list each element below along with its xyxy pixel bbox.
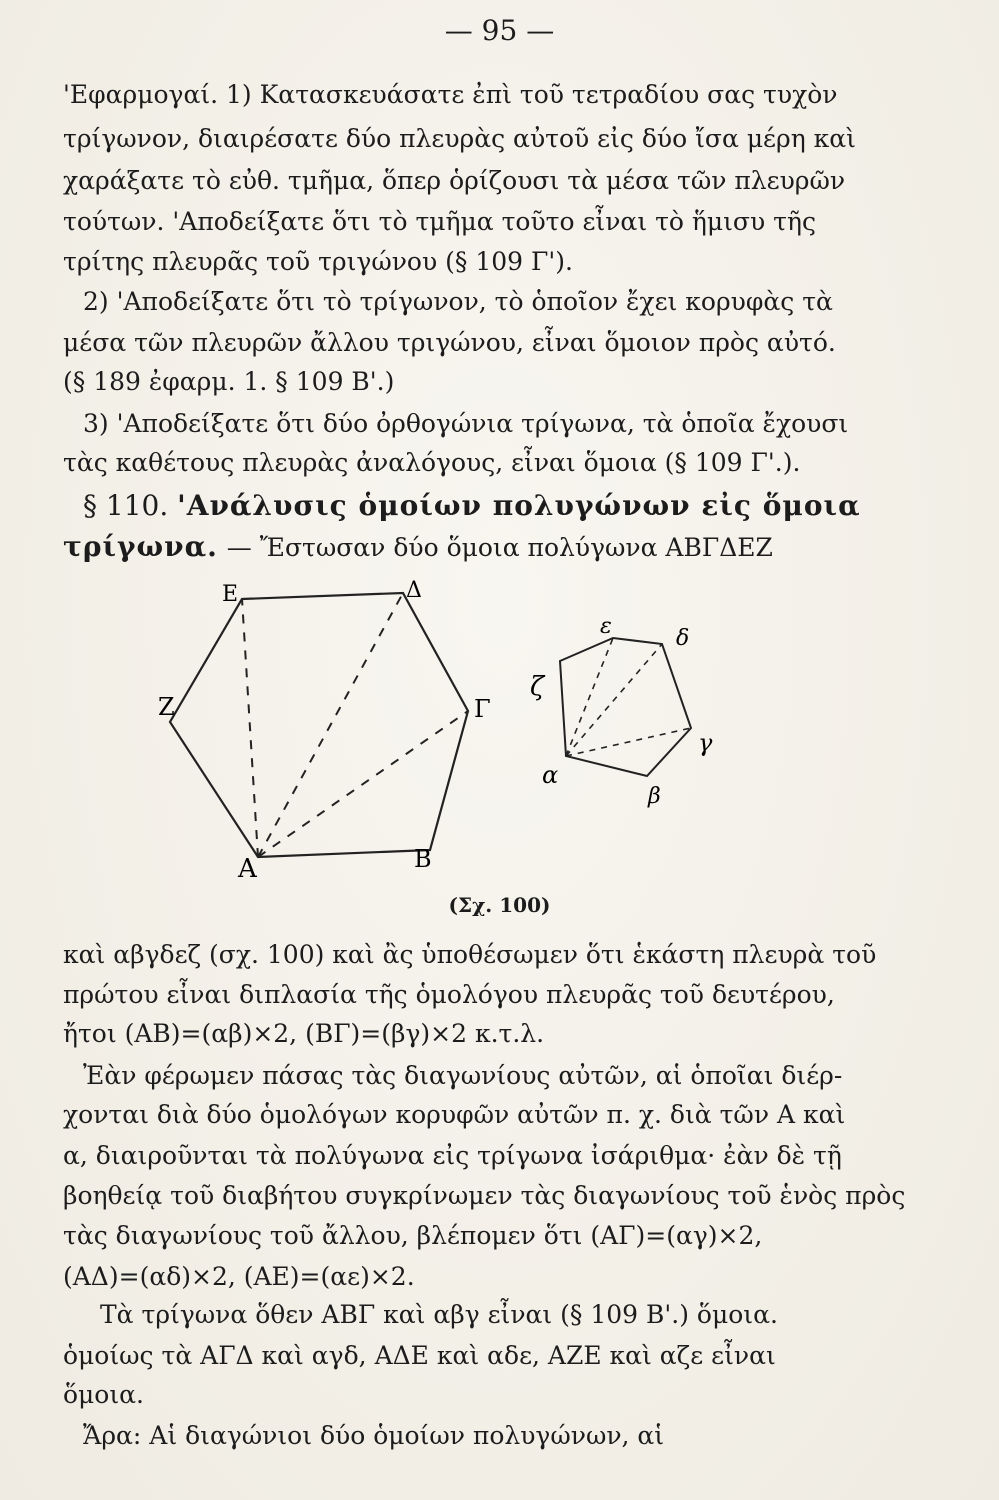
label-d: δ xyxy=(676,626,690,651)
label-a: α xyxy=(542,761,559,789)
page-number: — 95 — xyxy=(444,14,555,47)
figure-caption: (Σχ. 100) xyxy=(448,893,551,917)
text-line: χαράξατε τὸ εὐθ. τμῆμα, ὅπερ ὁρίζουσι τὰ μέσα τῶν πλευρῶν xyxy=(63,166,846,195)
text-line: πρώτου εἶναι διπλασία τῆς ὁμολόγου πλευρᾶς τοῦ δευτέρου, xyxy=(63,980,835,1009)
diagonal-ad xyxy=(566,644,662,756)
text-line: 2) 'Αποδείξατε ὅτι τὸ τρίγωνον, τὸ ὁποῖον ἔχει κορυφὰς τὰ xyxy=(83,287,833,316)
section-heading-cont xyxy=(63,530,853,563)
text-line: (ΑΔ)=(αδ)×2, (ΑΕ)=(αε)×2. xyxy=(63,1262,415,1291)
text-line: τὰς διαγωνίους τοῦ ἄλλου, βλέπομεν ὅτι (ΑΓ)=(αγ)×2, xyxy=(63,1221,763,1250)
label-B: Β xyxy=(414,845,432,873)
section-title: 'Ανάλυσις ὁμοίων πολυγώνων εἰς ὅμοια xyxy=(177,489,861,522)
text-line: τρίγωνον, διαιρέσατε δύο πλευρὰς αὐτοῦ εἰς δύο ἴσα μέρη καὶ xyxy=(63,124,856,153)
text-line: Ἄρα: Αἱ διαγώνιοι δύο ὁμοίων πολυγώνων, αἱ xyxy=(83,1421,665,1450)
text-line: Τὰ τρίγωνα ὅθεν ΑΒΓ καὶ αβγ εἶναι (§ 109 Β'.) ὅμοια. xyxy=(100,1300,778,1329)
label-g: γ xyxy=(698,729,713,757)
diagonal-ag xyxy=(566,728,691,756)
diagonal-AG xyxy=(258,711,468,857)
text-line: (§ 189 ἐφαρμ. 1. § 109 Β'.) xyxy=(63,367,395,396)
label-G: Γ xyxy=(474,695,491,723)
text-line: τὰς καθέτους πλευρὰς ἀναλόγους, εἶναι ὅμοια (§ 109 Γ'.). xyxy=(63,448,801,477)
label-e: ε xyxy=(600,614,612,639)
section-number: § 110. xyxy=(83,489,169,522)
section-title-cont: τρίγωνα. xyxy=(63,530,218,563)
label-A: Α xyxy=(238,854,257,884)
text-line: τούτων. 'Αποδείξατε ὅτι τὸ τμῆμα τοῦτο εἶναι τὸ ἥμισυ τῆς xyxy=(63,207,816,236)
text-line: τρίτης πλευρᾶς τοῦ τριγώνου (§ 109 Γ'). xyxy=(63,247,573,276)
text-line: Ἐὰν φέρωμεν πάσας τὰς διαγωνίους αὐτῶν, αἱ ὁποῖαι διέρ- xyxy=(83,1061,843,1090)
big-hexagon xyxy=(170,593,468,857)
text-line: καὶ αβγδεζ (σχ. 100) καὶ ἂς ὑποθέσωμεν ὅτι ἑκάστη πλευρὰ τοῦ xyxy=(63,940,877,969)
text-line: χονται διὰ δύο ὁμολόγων κορυφῶν αὐτῶν π. χ. διὰ τῶν Α καὶ xyxy=(63,1100,846,1129)
label-b: β xyxy=(648,784,661,809)
text-line: ὅμοια. xyxy=(63,1380,144,1409)
label-z: ζ xyxy=(530,672,545,702)
text-line: μέσα τῶν πλευρῶν ἄλλου τριγώνου, εἶναι ὅμοιον πρὸς αὐτό. xyxy=(63,328,836,357)
section-heading xyxy=(83,489,873,522)
text-line: ἤτοι (ΑΒ)=(αβ)×2, (ΒΓ)=(βγ)×2 κ.τ.λ. xyxy=(63,1019,545,1048)
figure-100 xyxy=(150,575,750,885)
label-Z: Ζ xyxy=(158,693,175,721)
diagonal-AD xyxy=(258,593,403,857)
text-line: 3) 'Αποδείξατε ὅτι δύο ὀρθογώνια τρίγωνα, τὰ ὁποῖα ἔχουσι xyxy=(83,409,849,438)
label-D: Δ xyxy=(406,578,422,603)
text-line: α, διαιροῦνται τὰ πολύγωνα εἰς τρίγωνα ἰσάριθμα· ἐὰν δὲ τῇ xyxy=(63,1141,842,1170)
small-hexagon xyxy=(560,638,691,776)
diagonal-AE xyxy=(242,599,258,857)
text-line: 'Εφαρμογαί. 1) Κατασκευάσατε ἐπὶ τοῦ τετραδίου σας τυχὸν xyxy=(63,80,838,109)
label-E: Ε xyxy=(222,582,239,607)
text-line: ὁμοίως τὰ ΑΓΔ καὶ αγδ, ΑΔΕ καὶ αδε, ΑΖΕ καὶ αζε εἶναι xyxy=(63,1341,776,1370)
section-intro: — Ἔστωσαν δύο ὅμοια πολύγωνα ΑΒΓΔΕΖ xyxy=(226,533,773,562)
text-line: βοηθείᾳ τοῦ διαβήτου συγκρίνωμεν τὰς διαγωνίους τοῦ ἑνὸς πρὸς xyxy=(63,1181,906,1210)
